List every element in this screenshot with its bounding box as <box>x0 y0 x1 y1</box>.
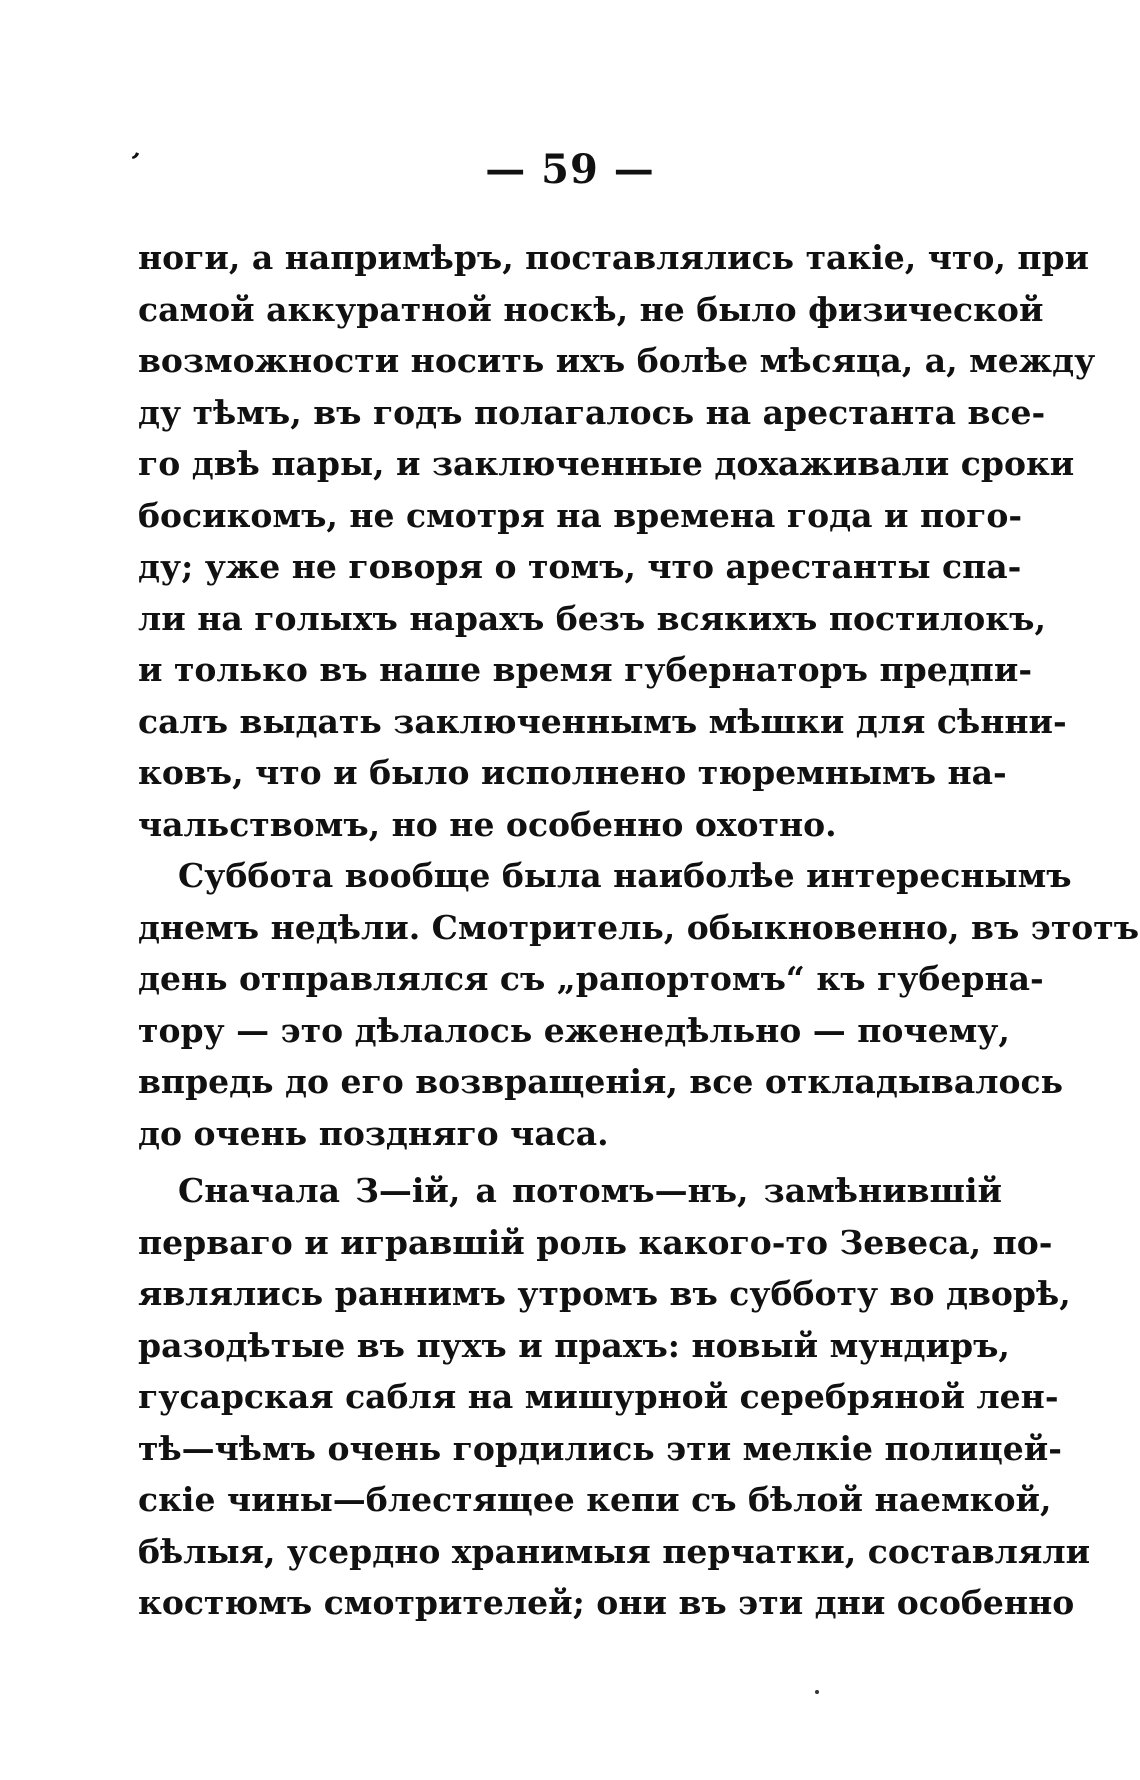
text-line: бѣлыя, усердно хранимыя перчатки, составляли <box>138 1531 1091 1571</box>
paragraph-2 <box>138 850 1140 1159</box>
text-line: самой аккуратной носкѣ, не было физической <box>138 289 1044 329</box>
text-line: днемъ недѣли. Смотритель, обыкновенно, въ этотъ <box>138 907 1140 947</box>
text-line: Сначала З—ій, а потомъ—нъ, замѣнившій <box>178 1171 1002 1210</box>
text-line: ноги, а напримѣръ, поставлялись такіе, что, при <box>138 238 1090 277</box>
text-line: являлись раннимъ утромъ въ субботу во дворѣ, <box>138 1274 1071 1313</box>
paragraph-3 <box>138 1165 1091 1629</box>
text-line: тору — это дѣлалось еженедѣльно — почему, <box>138 1010 1010 1050</box>
text-line: ковъ, что и было исполнено тюремнымъ на- <box>138 753 1007 792</box>
text-line: гусарская сабля на мишурной серебряной лен- <box>138 1377 1059 1416</box>
paragraph-1 <box>138 232 1096 850</box>
text-line: ду; уже не говоря о томъ, что арестанты спа- <box>138 547 1022 586</box>
ink-speck <box>815 1690 819 1694</box>
margin-mark: ʼ <box>123 147 142 179</box>
text-line: перваго и игравшій роль какого-то Зевеса, по- <box>138 1222 1053 1262</box>
text-line: босикомъ, не смотря на времена года и пого- <box>138 495 1023 535</box>
text-line: впредь до его возвращенія, все откладывалось <box>138 1062 1063 1101</box>
body-text <box>138 232 1140 1629</box>
text-line: день отправлялся съ „рапортомъ“ къ губерна- <box>138 959 1044 998</box>
text-line: разодѣтые въ пухъ и прахъ: новый мундиръ, <box>138 1325 1010 1365</box>
page-number: — 59 — <box>485 146 655 193</box>
text-line: возможности носить ихъ болѣе мѣсяца, а, между <box>138 341 1096 380</box>
text-line: салъ выдать заключеннымъ мѣшки для сѣнни- <box>138 701 1067 741</box>
text-line: костюмъ смотрителей; они въ эти дни особенно <box>138 1583 1075 1622</box>
text-line: Суббота вообще была наиболѣе интереснымъ <box>178 856 1072 895</box>
text-line: ли на голыхъ нарахъ безъ всякихъ постилокъ, <box>138 598 1046 638</box>
text-line: го двѣ пары, и заключенные дохаживали сроки <box>138 444 1075 483</box>
text-line: ду тѣмъ, въ годъ полагалось на арестанта все- <box>138 392 1046 432</box>
text-line: и только въ наше время губернаторъ предпи- <box>138 650 1033 689</box>
text-line: скіе чины—блестящее кепи съ бѣлой наемкой, <box>138 1480 1052 1519</box>
text-line: чальствомъ, но не особенно охотно. <box>138 804 837 844</box>
text-line: тѣ—чѣмъ очень гордились эти мелкіе полицей- <box>138 1428 1062 1468</box>
text-line: до очень поздняго часа. <box>138 1113 609 1153</box>
